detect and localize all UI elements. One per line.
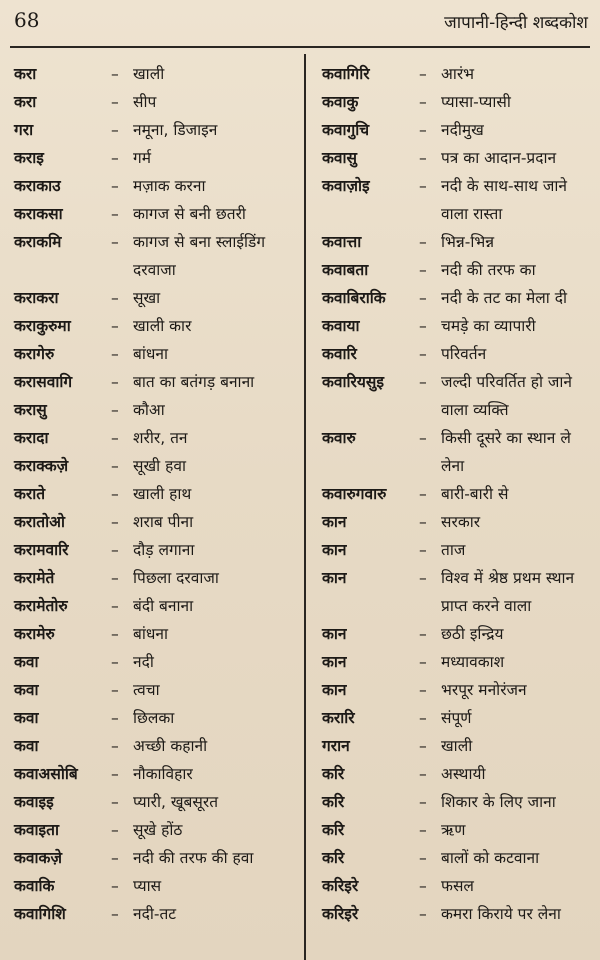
- meaning: खाली: [441, 737, 473, 755]
- page-number: 68: [14, 8, 40, 32]
- column-divider: [304, 54, 306, 960]
- dictionary-entry: [14, 536, 300, 564]
- page-header: [0, 0, 600, 46]
- headword: कवा: [14, 737, 39, 755]
- dictionary-entry: [14, 368, 300, 396]
- meaning: नदी के तट का मेला दी: [441, 289, 567, 307]
- meaning: नौकाविहार: [133, 765, 193, 783]
- meaning: भिन्न-भिन्न: [441, 233, 495, 251]
- meaning: विश्व में श्रेष्ठ प्रथम स्थान प्राप्त करने वाला: [441, 569, 575, 615]
- entry-dash: –: [111, 457, 119, 475]
- entry-dash: –: [419, 821, 427, 839]
- meaning: प्यारी, खूबसूरत: [133, 793, 219, 811]
- headword: करि: [322, 765, 345, 783]
- headword: करारि: [322, 709, 355, 727]
- headword: करा: [14, 65, 37, 83]
- dictionary-entry: [322, 788, 594, 816]
- headword: कवागिरि: [322, 65, 370, 83]
- meaning: सूखे होंठ: [133, 821, 183, 839]
- headword: करामेते: [14, 569, 55, 587]
- entry-dash: –: [111, 569, 119, 587]
- meaning: बांधना: [133, 625, 169, 643]
- entry-dash: –: [111, 541, 119, 559]
- running-title: जापानी-हिन्दी शब्दकोश: [444, 13, 588, 33]
- entry-dash: –: [111, 765, 119, 783]
- dictionary-entry: [322, 228, 594, 256]
- headword: कराते: [14, 485, 46, 503]
- entry-dash: –: [419, 429, 427, 447]
- dictionary-entry: [322, 172, 594, 228]
- meaning: किसी दूसरे का स्थान ले लेना: [441, 429, 571, 475]
- entry-dash: –: [419, 905, 427, 923]
- entry-dash: –: [419, 177, 427, 195]
- dictionary-entry: [14, 592, 300, 620]
- headword: कराकमि: [14, 233, 62, 251]
- dictionary-entry: [14, 144, 300, 172]
- dictionary-entry: [14, 676, 300, 704]
- meaning: बंदी बनाना: [133, 597, 194, 615]
- headword: कवा: [14, 709, 39, 727]
- meaning: नदीमुख: [441, 121, 484, 139]
- headword: करागेरु: [14, 345, 55, 363]
- headword: करातोओ: [14, 513, 65, 531]
- dictionary-entry: [14, 228, 300, 284]
- meaning: कौआ: [133, 401, 165, 419]
- dictionary-entry: [322, 704, 594, 732]
- dictionary-entry: [322, 564, 594, 620]
- headword: कराक्कज़े: [14, 457, 69, 475]
- dictionary-entry: [322, 424, 594, 480]
- meaning: आरंभ: [441, 65, 475, 83]
- meaning: पिछला दरवाजा: [133, 569, 219, 587]
- headword: करा: [14, 93, 37, 111]
- entry-dash: –: [111, 653, 119, 671]
- headword: करि: [322, 793, 345, 811]
- dictionary-entry: [322, 620, 594, 648]
- entry-dash: –: [111, 205, 119, 223]
- headword: कवागिशि: [14, 905, 66, 923]
- meaning: दौड़ लगाना: [133, 541, 195, 559]
- meaning: नदी के साथ-साथ जाने वाला रास्ता: [441, 177, 568, 223]
- headword: करिइरे: [322, 905, 359, 923]
- meaning: अस्थायी: [441, 765, 486, 783]
- meaning: बात का बतंगड़ बनाना: [133, 373, 255, 391]
- headword: कराकसा: [14, 205, 63, 223]
- entry-dash: –: [419, 681, 427, 699]
- meaning: चमड़े का व्यापारी: [441, 317, 536, 335]
- headword: करिइरे: [322, 877, 359, 895]
- meaning: नमूना, डिजाइन: [133, 121, 218, 139]
- entry-dash: –: [419, 261, 427, 279]
- dictionary-entry: [14, 88, 300, 116]
- dictionary-entry: [14, 172, 300, 200]
- meaning: सीप: [133, 93, 157, 111]
- headword: कवात्ता: [322, 233, 362, 251]
- meaning: नदी-तट: [133, 905, 177, 923]
- dictionary-entry: [14, 704, 300, 732]
- entry-dash: –: [111, 289, 119, 307]
- headword: करि: [322, 821, 345, 839]
- headword: कवासु: [322, 149, 358, 167]
- right-column: [322, 60, 594, 960]
- entry-dash: –: [419, 541, 427, 559]
- entry-dash: –: [111, 625, 119, 643]
- entry-dash: –: [111, 709, 119, 727]
- meaning: फसल: [441, 877, 474, 895]
- entry-dash: –: [419, 513, 427, 531]
- dictionary-entry: [14, 60, 300, 88]
- entry-dash: –: [419, 289, 427, 307]
- dictionary-entry: [14, 732, 300, 760]
- meaning: मज़ाक करना: [133, 177, 206, 195]
- dictionary-entry: [14, 452, 300, 480]
- entry-dash: –: [111, 681, 119, 699]
- entry-dash: –: [419, 709, 427, 727]
- entry-dash: –: [419, 233, 427, 251]
- headword: करासु: [14, 401, 47, 419]
- headword: कराकाउ: [14, 177, 61, 195]
- headword: कवारियसुइ: [322, 373, 384, 391]
- entry-dash: –: [419, 625, 427, 643]
- entry-dash: –: [111, 65, 119, 83]
- entry-dash: –: [111, 597, 119, 615]
- dictionary-entry: [14, 760, 300, 788]
- headword: कान: [322, 653, 347, 671]
- dictionary-entry: [322, 676, 594, 704]
- headword: कवाइता: [14, 821, 59, 839]
- entry-dash: –: [419, 345, 427, 363]
- headword: कराकरा: [14, 289, 59, 307]
- dictionary-entry: [322, 312, 594, 340]
- entry-dash: –: [111, 121, 119, 139]
- dictionary-entry: [14, 424, 300, 452]
- headword: कवाअसोबि: [14, 765, 78, 783]
- meaning: त्वचा: [133, 681, 160, 699]
- dictionary-entry: [14, 844, 300, 872]
- dictionary-entry: [14, 648, 300, 676]
- entry-dash: –: [419, 317, 427, 335]
- entry-dash: –: [111, 737, 119, 755]
- meaning: बालों को कटवाना: [441, 849, 540, 867]
- header-rule: [10, 46, 590, 48]
- entry-dash: –: [111, 233, 119, 251]
- headword: कवाकज़े: [14, 849, 62, 867]
- dictionary-entry: [14, 620, 300, 648]
- dictionary-entry: [322, 480, 594, 508]
- headword: कवाकि: [14, 877, 55, 895]
- meaning: बांधना: [133, 345, 169, 363]
- dictionary-entry: [322, 816, 594, 844]
- entry-dash: –: [111, 373, 119, 391]
- dictionary-entry: [322, 508, 594, 536]
- dictionary-entry: [322, 340, 594, 368]
- meaning: जल्दी परिवर्तित हो जाने वाला व्यक्ति: [441, 373, 573, 419]
- meaning: पत्र का आदान-प्रदान: [441, 149, 557, 167]
- headword: कान: [322, 513, 347, 531]
- headword: कवा: [14, 681, 39, 699]
- entry-dash: –: [419, 65, 427, 83]
- headword: करामेरु: [14, 625, 55, 643]
- meaning: नदी की तरफ का: [441, 261, 536, 279]
- meaning: नदी की तरफ की हवा: [133, 849, 254, 867]
- dictionary-entry: [14, 508, 300, 536]
- headword: कवागुचि: [322, 121, 370, 139]
- dictionary-entry: [14, 900, 300, 928]
- meaning: गर्म: [133, 149, 151, 167]
- headword: करादा: [14, 429, 49, 447]
- headword: कवारि: [322, 345, 357, 363]
- meaning: ताज: [441, 541, 466, 559]
- entry-dash: –: [419, 373, 427, 391]
- headword: गरान: [322, 737, 350, 755]
- dictionary-entry: [14, 816, 300, 844]
- dictionary-entry: [14, 116, 300, 144]
- meaning: कमरा किराये पर लेना: [441, 905, 561, 923]
- dictionary-entry: [14, 340, 300, 368]
- entry-dash: –: [111, 401, 119, 419]
- headword: कवाज़ोइ: [322, 177, 370, 195]
- dictionary-entry: [322, 116, 594, 144]
- entry-dash: –: [111, 429, 119, 447]
- dictionary-entry: [322, 368, 594, 424]
- headword: कान: [322, 625, 347, 643]
- meaning: छिलका: [133, 709, 175, 727]
- meaning: अच्छी कहानी: [133, 737, 208, 755]
- meaning: सूखी हवा: [133, 457, 186, 475]
- entry-dash: –: [419, 793, 427, 811]
- headword: कवारु: [322, 429, 356, 447]
- dictionary-entry: [14, 564, 300, 592]
- dictionary-entry: [14, 312, 300, 340]
- dictionary-entry: [322, 900, 594, 928]
- entry-dash: –: [419, 121, 427, 139]
- headword: कराकुरुमा: [14, 317, 71, 335]
- meaning: शरीर, तन: [133, 429, 188, 447]
- headword: कान: [322, 681, 347, 699]
- headword: कवारुगवारु: [322, 485, 387, 503]
- meaning: कागज से बनी छतरी: [133, 205, 246, 223]
- meaning: परिवर्तन: [441, 345, 487, 363]
- headword: कवाया: [322, 317, 360, 335]
- meaning: प्यास: [133, 877, 162, 895]
- entry-dash: –: [111, 345, 119, 363]
- dictionary-entry: [322, 60, 594, 88]
- dictionary-entry: [322, 284, 594, 312]
- headword: कराइ: [14, 149, 44, 167]
- dictionary-entry: [322, 536, 594, 564]
- meaning: भरपूर मनोरंजन: [441, 681, 527, 699]
- meaning: शिकार के लिए जाना: [441, 793, 556, 811]
- entry-dash: –: [419, 737, 427, 755]
- dictionary-entry: [322, 872, 594, 900]
- meaning: खाली: [133, 65, 165, 83]
- dictionary-entry: [14, 872, 300, 900]
- dictionary-entry: [14, 396, 300, 424]
- dictionary-entry: [322, 760, 594, 788]
- entry-dash: –: [111, 513, 119, 531]
- meaning: संपूर्ण: [441, 709, 472, 727]
- meaning: शराब पीना: [133, 513, 194, 531]
- dictionary-entry: [322, 844, 594, 872]
- meaning: सूखा: [133, 289, 161, 307]
- meaning: नदी: [133, 653, 154, 671]
- entry-dash: –: [111, 93, 119, 111]
- entry-dash: –: [419, 485, 427, 503]
- meaning: प्यासा-प्यासी: [441, 93, 511, 111]
- meaning: मध्यावकाश: [441, 653, 505, 671]
- entry-dash: –: [111, 793, 119, 811]
- entry-dash: –: [111, 177, 119, 195]
- headword: कवाइइ: [14, 793, 54, 811]
- entry-dash: –: [419, 765, 427, 783]
- left-column: [14, 60, 300, 960]
- headword: करि: [322, 849, 345, 867]
- headword: कवाबता: [322, 261, 369, 279]
- entry-dash: –: [111, 149, 119, 167]
- entry-dash: –: [111, 821, 119, 839]
- headword: कवाकु: [322, 93, 359, 111]
- headword: कवाबिराकि: [322, 289, 386, 307]
- meaning: खाली कार: [133, 317, 192, 335]
- entry-dash: –: [111, 317, 119, 335]
- dictionary-entry: [14, 480, 300, 508]
- entry-dash: –: [111, 849, 119, 867]
- entry-dash: –: [419, 653, 427, 671]
- dictionary-entry: [322, 732, 594, 760]
- headword: कान: [322, 569, 347, 587]
- meaning: खाली हाथ: [133, 485, 192, 503]
- dictionary-entry: [322, 648, 594, 676]
- entry-dash: –: [111, 877, 119, 895]
- meaning: बारी-बारी से: [441, 485, 509, 503]
- dictionary-entry: [322, 144, 594, 172]
- dictionary-entry: [322, 88, 594, 116]
- dictionary-entry: [14, 788, 300, 816]
- headword: करामेतोरु: [14, 597, 68, 615]
- headword: कवा: [14, 653, 39, 671]
- entry-dash: –: [111, 485, 119, 503]
- dictionary-entry: [322, 256, 594, 284]
- meaning: सरकार: [441, 513, 481, 531]
- headword: गरा: [14, 121, 34, 139]
- meaning: कागज से बना स्लाईडिंग दरवाजा: [133, 233, 266, 279]
- dictionary-entry: [14, 200, 300, 228]
- entry-dash: –: [111, 905, 119, 923]
- meaning: छठी इन्द्रिय: [441, 625, 504, 643]
- entry-dash: –: [419, 569, 427, 587]
- meaning: ऋण: [441, 821, 466, 839]
- entry-dash: –: [419, 849, 427, 867]
- entry-dash: –: [419, 149, 427, 167]
- headword: करासवागि: [14, 373, 73, 391]
- entry-dash: –: [419, 93, 427, 111]
- dictionary-entry: [14, 284, 300, 312]
- entry-dash: –: [419, 877, 427, 895]
- headword: करामवारि: [14, 541, 69, 559]
- headword: कान: [322, 541, 347, 559]
